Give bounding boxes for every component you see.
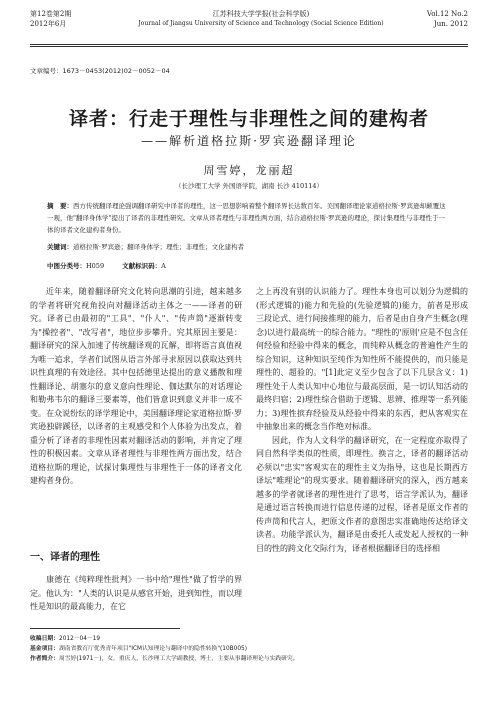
abstract-label: 摘 要： — [47, 202, 73, 210]
body-column-right — [256, 285, 468, 555]
abstract-text: 西方传统翻译理论强调翻译研究中译者的理性，这一思想影响着整个翻译界长达数百年。美国翻译理论家道格拉斯·罗宾逊却颠覆这一观，他"翻译身体学"提出了译者的非理性研究。文章从译者理性与非理性两方面，结合道格拉斯·罗宾逊的理论，探讨集理性与非理性于一体的译者文化建构者身份。 — [47, 202, 446, 234]
section-1-paragraph: 康德在《纯粹理性批判》一书中给"理性"做了哲学的界定。他认为："人类的认识是从感官开始，进到知性，而以理性是知识的最高能力，在它 — [30, 575, 242, 611]
footnote-fund: 基金项目：湖南省教育厅优秀青年项目"ICM认知理论与翻译中的隐性转换"(10B005) — [30, 646, 247, 652]
right-paragraph-2: 因此，作为人文科学的翻译研究，在一定程度亦取得了同自然科学类似的性质，即理性。换言之，译者的翻译活动必须以"忠实"客观实在的理性主义为指导，这也是长期西方译坛"唯理论"的现实要求。随着翻译研究的深入，西方越来越多的学者就译者的理性进行了思考，语言学派认为，翻译是通过语言转换而进行信息传递的过程，译者是原文作者的传声筒和代言人，把原文作者的意图忠实准确地传达给译文读者。功能学派认为，翻译是由委托人或发起人授权的一种目的性的跨文化交际行为，译者根据翻译目的选择相 — [256, 435, 468, 553]
right-paragraph-1: 之上再没有别的认识能力了。理性本身也可以划分为逻辑的(形式逻辑的)能力和先验的(先验逻辑的)能力，前者是形成三段论式、进行间接推理的能力，后者是由自身产生概念(理念)以进行最高统一的综合能力。"理性的'原则'应是不包含任何经验和经验中得来的概念，而纯粹从概念的普遍性产生的综合知识，这种知识至纯作为知性所不能提供的，而只能是理性的、超验的。"[1]此定义至少包含了以下几层含义：1)理性处于人类认知中心地位与最高层面，是一切认知活动的最终归宿；2)理性综合借助于逻辑、思辨、推理等一系列能力；3)理性摈弃经验及从经验中得来的东西，把从客观实在中抽象出来的概念当作绝对标准。 — [256, 287, 468, 431]
header-journal-en: Journal of Jiangsu University of Science and Technology (Social Science Edition) — [138, 20, 384, 27]
header-journal-cn: 江苏科技大学学报(社会科学版) — [212, 10, 310, 18]
header-divider — [30, 44, 468, 45]
author-affiliation: （长沙理工大学 外国语学院，湖南 长沙 410114） — [174, 182, 323, 190]
footnote-received: 收稿日期：2012－04－19 — [30, 636, 101, 642]
header-journal-block — [114, 9, 408, 29]
intro-paragraph: 近年来，随着翻译研究文化转向思潮的引进，越来越多的学者将研究视角投向对翻译活动主体之一——译者的研究。译者已由最初的"工具"、"仆人"、"传声筒"逐渐转变为"操控者"、"改写者"，地位步步攀升。究其原因主要是：翻译研究的深入加速了传统翻译观的瓦解，即将语言真值视为唯一追求，学者们试图从语言外部寻求原因以获取达到共识性真理的有效途径。其中包括德里达提出的意义播散和理性翻译论、胡塞尔的意义意向性理论、伽达默尔的对话理论和勒弗韦尔的翻译三要素等，他们皆意识到意义并非一成不变。在众说纷纭的译学理论中，美国翻译理论家道格拉斯·罗宾逊独辟蹊径，以译者的主观感受和个人体验为出发点，着重分析了译者的非理性因素对翻译活动的影响，并肯定了理性的积极因素。文章从译者理性与非理性两方面出发，结合道格拉斯的理论，试探讨集理性与非理性于一体的译者文化建构者身份。 — [30, 287, 242, 485]
header-issue: 第12卷第2期 — [30, 10, 72, 18]
article-subtitle: ——解析道格拉斯·罗宾逊翻译理论 — [141, 134, 357, 148]
classification — [47, 261, 451, 270]
article-title: 译者：行走于理性与非理性之间的建构者 — [68, 108, 429, 130]
section-heading-1: 一、译者的理性 — [30, 552, 100, 563]
header-volume-block — [412, 9, 468, 29]
keywords — [47, 242, 451, 251]
footnote-divider — [30, 628, 180, 629]
running-header — [30, 6, 468, 44]
header-issue-block — [30, 9, 110, 29]
header-month: Jun. 2012 — [433, 20, 468, 28]
header-vol: Vol.12 No.2 — [426, 10, 468, 18]
doc-code-value: A — [161, 262, 166, 270]
header-date: 2012年6月 — [30, 20, 67, 28]
clc-value: H059 — [86, 262, 105, 270]
abstract — [47, 200, 451, 236]
article-authors: 周雪婷，龙丽超 — [203, 164, 295, 177]
section-1-body — [30, 573, 242, 614]
footnote-author: 作者简介：周雪婷(1971－)，女，重庆人，长沙理工大学副教授，博士，主要从事翻译理论与实践研究。 — [30, 656, 299, 662]
body-column-left — [30, 285, 242, 488]
doc-code-label: 文献标识码： — [122, 262, 162, 270]
article-number: 文章编号：1673－0453(2012)02－0052－04 — [30, 67, 170, 75]
keywords-text: 道格拉斯·罗宾逊；翻译身体学；理性；非理性；文化建构者 — [73, 243, 245, 251]
header-divider-thin — [30, 46, 468, 47]
clc-label: 中图分类号： — [47, 262, 86, 270]
footnotes — [30, 634, 468, 664]
keywords-label: 关键词： — [47, 243, 73, 251]
